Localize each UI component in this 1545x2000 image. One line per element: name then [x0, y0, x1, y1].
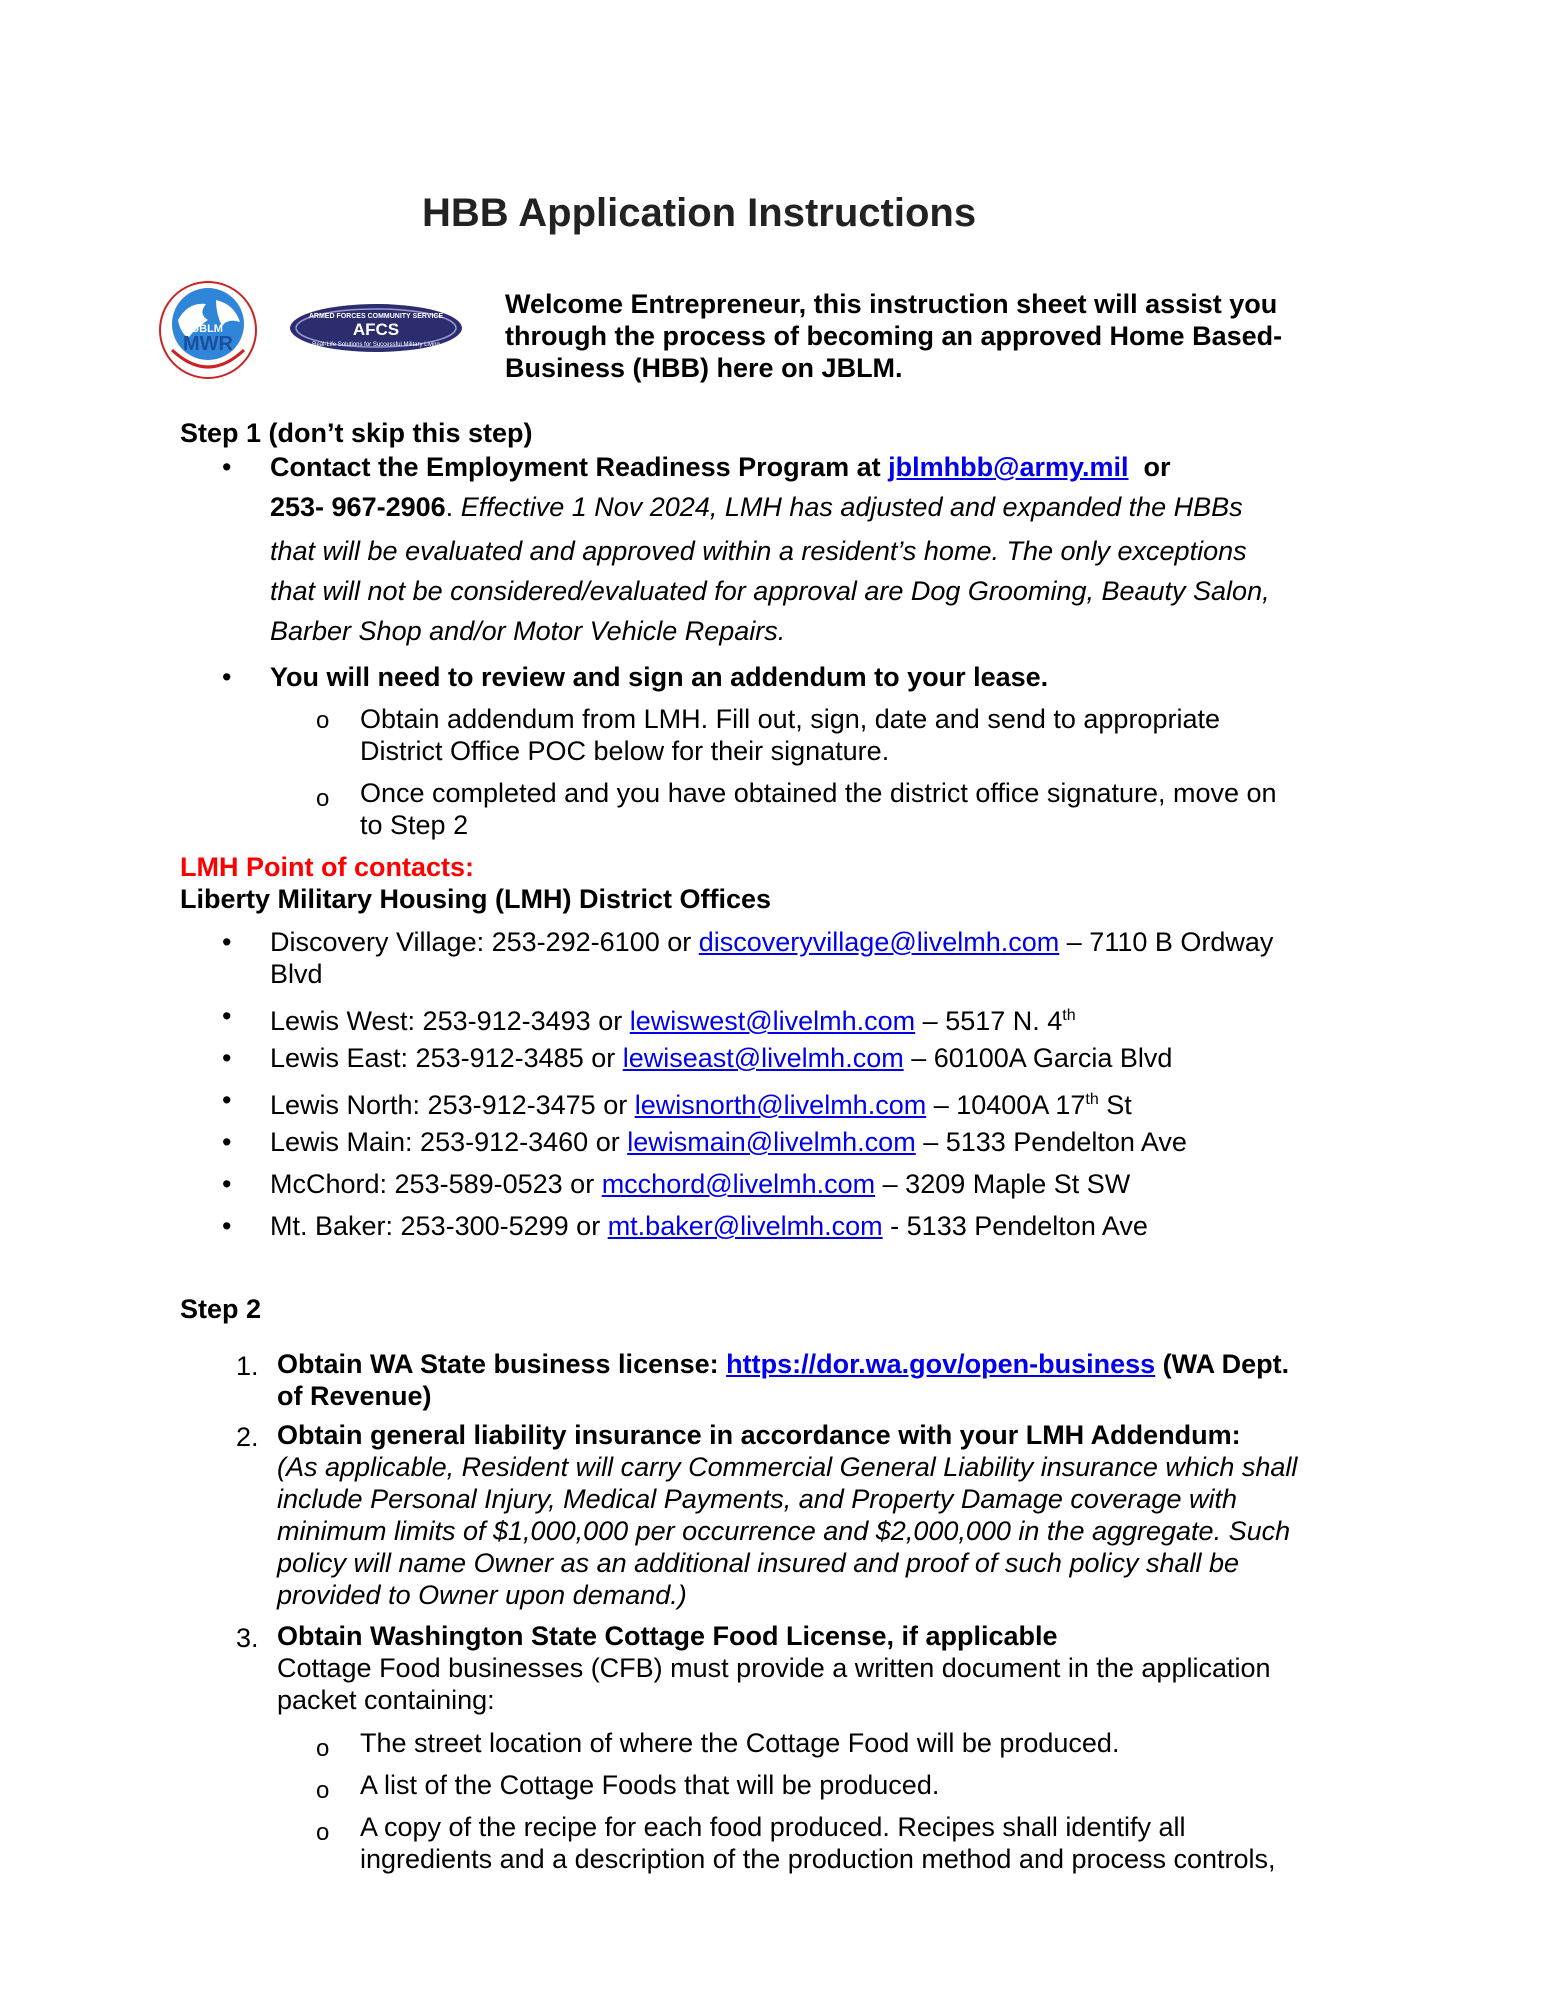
office-lewis-west	[270, 1000, 1076, 1037]
step2-heading: Step 2	[180, 1294, 262, 1324]
svg-text:MWR: MWR	[183, 333, 233, 355]
office-name: Lewis Main: 253-912-3460 or	[270, 1127, 628, 1157]
bullet-dot: •	[222, 1127, 232, 1157]
sub-bullet-o: o	[316, 1819, 330, 1846]
body-line: Cottage Food businesses (CFB) must provide a written document in the application	[277, 1653, 1271, 1683]
office-mcchord	[270, 1168, 1130, 1200]
office-name: Mt. Baker: 253-300-5299 or	[270, 1211, 608, 1241]
step2-item-insurance: Obtain general liability insurance in accordance with your LMH Addendum:	[277, 1420, 1241, 1450]
erp-phone: 253- 967-2906	[270, 492, 446, 522]
office-name: McChord: 253-589-0523 or	[270, 1169, 602, 1199]
bullet-dot: •	[222, 1085, 232, 1115]
office-email-link[interactable]: lewiseast@livelmh.com	[622, 1043, 904, 1073]
office-mt-baker	[270, 1210, 1148, 1242]
item-line2: of Revenue)	[277, 1381, 432, 1411]
contact-lead: Contact the Employment Readiness Program at	[270, 452, 889, 482]
effective-note-cont	[270, 531, 1270, 651]
office-lewis-east	[270, 1042, 1172, 1074]
bullet-dot: •	[222, 1211, 232, 1241]
office-address: – 60100A Garcia Blvd	[903, 1043, 1173, 1073]
welcome-paragraph	[505, 288, 1282, 384]
office-email-link[interactable]: discoveryvillage@livelmh.com	[698, 927, 1060, 957]
note-line: that will be evaluated and approved within a resident’s home. The only exceptions	[270, 536, 1247, 566]
phone-period: .	[445, 492, 454, 522]
note-line: Barber Shop and/or Motor Vehicle Repairs.	[270, 616, 786, 646]
note-line: provided to Owner upon demand.)	[277, 1580, 687, 1610]
sub-line: to Step 2	[360, 810, 469, 840]
step1-phone-line	[270, 491, 1243, 523]
cottage-sub-item: A list of the Cottage Foods that will be produced.	[360, 1770, 940, 1800]
office-address: – 5517 N. 4	[915, 1006, 1063, 1036]
sub-line: ingredients and a description of the production method and process controls,	[360, 1844, 1276, 1874]
sub-line: Once completed and you have obtained the district office signature, move on	[360, 778, 1277, 808]
office-address-cont: Blvd	[270, 959, 323, 989]
office-name: Lewis East: 253-912-3485 or	[270, 1043, 623, 1073]
bullet-dot: •	[222, 1169, 232, 1199]
afcs-banner-icon	[288, 302, 464, 354]
sub-bullet-o: o	[316, 785, 330, 812]
page-title: HBB Application Instructions	[422, 191, 977, 235]
contact-or: or	[1128, 452, 1171, 482]
step1-heading: Step 1 (don’t skip this step)	[180, 418, 533, 448]
poc-heading: LMH Point of contacts:	[180, 852, 474, 882]
step1-bullet-addendum: You will need to review and sign an addendum to your lease.	[270, 662, 1049, 692]
note-line: include Personal Injury, Medical Payments, and Property Damage coverage with	[277, 1484, 1237, 1514]
cottage-sub-item: The street location of where the Cottage Food will be produced.	[360, 1728, 1120, 1758]
body-line: packet containing:	[277, 1685, 495, 1715]
ordinal-sup: th	[1085, 1091, 1099, 1108]
office-discovery	[270, 926, 1273, 958]
jblm-mwr-logo	[158, 280, 258, 380]
office-lewis-north	[270, 1084, 1132, 1121]
item-lead: Obtain WA State business license:	[277, 1349, 727, 1379]
note-line: (As applicable, Resident will carry Commercial General Liability insurance which shall	[277, 1452, 1298, 1482]
office-address: – 7110 B Ordway	[1059, 927, 1274, 957]
bullet-dot: •	[222, 452, 232, 482]
item-tail: (WA Dept.	[1155, 1349, 1290, 1379]
office-name: Lewis North: 253-912-3475 or	[270, 1090, 635, 1120]
step2-item-license	[277, 1348, 1289, 1380]
note-line: minimum limits of $1,000,000 per occurrence and $2,000,000 in the aggregate. Such	[277, 1516, 1291, 1546]
office-address: – 5133 Pendelton Ave	[915, 1127, 1187, 1157]
svg-text:Real-Life Solutions for Succes: Real-Life Solutions for Successful Military Living	[312, 342, 440, 348]
bullet-dot: •	[222, 1001, 232, 1031]
sub-bullet-o: o	[316, 707, 330, 734]
office-address: - 5133 Pendelton Ave	[882, 1211, 1148, 1241]
item-number: 1.	[236, 1351, 259, 1381]
office-address: – 10400A 17	[926, 1090, 1086, 1120]
sub-line: Obtain addendum from LMH. Fill out, sign, date and send to appropriate	[360, 704, 1220, 734]
office-email-link[interactable]: lewisnorth@livelmh.com	[634, 1090, 927, 1120]
item-number: 3.	[236, 1623, 259, 1653]
cottage-body	[277, 1652, 1271, 1716]
mwr-globe-icon	[158, 280, 258, 380]
office-email-link[interactable]: mt.baker@livelmh.com	[607, 1211, 883, 1241]
welcome-line: through the process of becoming an approved Home Based-	[505, 321, 1283, 351]
bullet-dot: •	[222, 927, 232, 957]
afcs-logo	[288, 302, 464, 354]
svg-text:ARMED FORCES COMMUNITY SERVICE: ARMED FORCES COMMUNITY SERVICE	[308, 313, 444, 320]
sub-bullet-o: o	[316, 1735, 330, 1762]
sub-line: A copy of the recipe for each food produced. Recipes shall identify all	[360, 1812, 1186, 1842]
dor-license-link[interactable]: https://dor.wa.gov/open-business	[726, 1349, 1156, 1379]
erp-email-link[interactable]: jblmhbb@army.mil	[888, 452, 1129, 482]
office-email-link[interactable]: lewismain@livelmh.com	[627, 1127, 916, 1157]
office-name: Lewis West: 253-912-3493 or	[270, 1006, 630, 1036]
office-lewis-main	[270, 1126, 1187, 1158]
welcome-line: Business (HBB) here on JBLM.	[505, 353, 903, 383]
office-email-link[interactable]: lewiswest@livelmh.com	[629, 1006, 916, 1036]
insurance-note	[277, 1451, 1297, 1611]
office-address-tail: St	[1098, 1090, 1132, 1120]
poc-subheading: Liberty Military Housing (LMH) District Offices	[180, 884, 772, 914]
ordinal-sup: th	[1062, 1007, 1076, 1024]
sub-line: District Office POC below for their signature.	[360, 736, 890, 766]
bullet-dot: •	[222, 662, 232, 692]
svg-text:JBLM: JBLM	[193, 323, 223, 335]
step2-item-cottage: Obtain Washington State Cottage Food License, if applicable	[277, 1621, 1058, 1651]
svg-text:AFCS: AFCS	[352, 320, 400, 339]
office-email-link[interactable]: mcchord@livelmh.com	[601, 1169, 876, 1199]
note-line: that will not be considered/evaluated for approval are Dog Grooming, Beauty Salon,	[270, 576, 1270, 606]
note-line: policy will name Owner as an additional insured and proof of such policy shall be	[277, 1548, 1240, 1578]
addendum-sub-item	[360, 703, 1220, 767]
welcome-line: Welcome Entrepreneur, this instruction sheet will assist you	[505, 289, 1278, 319]
addendum-sub-item	[360, 777, 1277, 841]
office-name: Discovery Village: 253-292-6100 or	[270, 927, 699, 957]
cottage-sub-item	[360, 1811, 1276, 1875]
sub-bullet-o: o	[316, 1777, 330, 1804]
step1-bullet-contact	[270, 451, 1370, 483]
bullet-dot: •	[222, 1043, 232, 1073]
office-address: – 3209 Maple St SW	[875, 1169, 1131, 1199]
item-number: 2.	[236, 1422, 259, 1452]
effective-note: Effective 1 Nov 2024, LMH has adjusted and expanded the HBBs	[460, 492, 1243, 522]
